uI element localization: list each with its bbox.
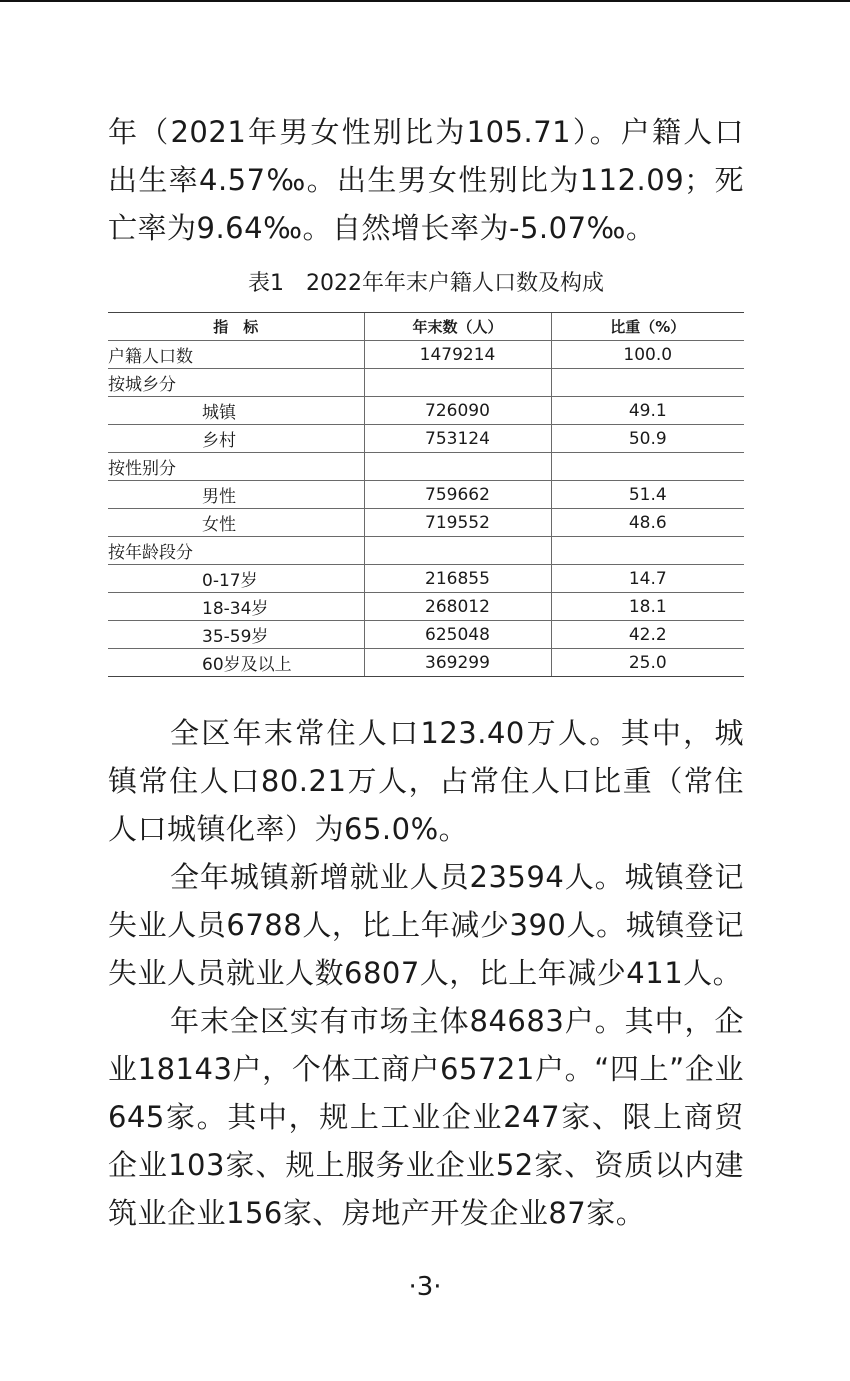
row-share: 51.4 (551, 481, 744, 509)
header-indicator: 指 标 (108, 313, 364, 341)
row-label: 按性别分 (108, 453, 364, 481)
row-label: 男性 (108, 481, 364, 509)
row-year-end-count: 726090 (364, 397, 551, 425)
row-label: 0-17岁 (108, 565, 364, 593)
row-year-end-count: 719552 (364, 509, 551, 537)
row-share: 14.7 (551, 565, 744, 593)
row-share (551, 537, 744, 565)
table-row (108, 509, 744, 537)
intro-paragraph-block (108, 108, 744, 252)
table-row (108, 341, 744, 369)
table-title: 表1 2022年年末户籍人口数及构成 (248, 271, 604, 296)
page-number: ·3· (408, 1272, 442, 1302)
intro-paragraph: 年（2021年男女性别比为105.71）。户籍人口出生率4.57‰。出生男女性别比为112.09；死亡率为9.64‰。自然增长率为-5.07‰。 (108, 115, 744, 245)
row-year-end-count: 1479214 (364, 341, 551, 369)
row-share (551, 453, 744, 481)
paragraph-resident-population: 全区年末常住人口123.40万人。其中，城镇常住人口80.21万人，占常住人口比重（常住人口城镇化率）为65.0%。 (108, 716, 744, 846)
row-share: 42.2 (551, 621, 744, 649)
row-share: 49.1 (551, 397, 744, 425)
table-row (108, 481, 744, 509)
body-paragraphs (108, 709, 744, 1237)
table-row (108, 369, 744, 397)
row-year-end-count: 759662 (364, 481, 551, 509)
header-year-end-count: 年末数（人） (364, 313, 551, 341)
row-share: 100.0 (551, 341, 744, 369)
row-label: 城镇 (108, 397, 364, 425)
table-header-row (108, 313, 744, 341)
row-share: 25.0 (551, 649, 744, 677)
top-border-line (0, 0, 850, 2)
table-row (108, 565, 744, 593)
row-year-end-count: 268012 (364, 593, 551, 621)
table-row (108, 453, 744, 481)
row-label: 户籍人口数 (108, 341, 364, 369)
row-label: 女性 (108, 509, 364, 537)
row-label: 乡村 (108, 425, 364, 453)
row-share: 48.6 (551, 509, 744, 537)
header-share: 比重（%） (551, 313, 744, 341)
paragraph-market-entities: 年末全区实有市场主体84683户。其中，企业18143户，个体工商户65721户。“四上”企业645家。其中，规上工业企业247家、限上商贸企业103家、规上服务业企业52家、资质以内建筑业企业156家、房地产开发企业87家。 (108, 1004, 744, 1230)
row-year-end-count: 216855 (364, 565, 551, 593)
row-year-end-count: 753124 (364, 425, 551, 453)
row-label: 35-59岁 (108, 621, 364, 649)
population-table (108, 312, 744, 677)
paragraph-employment: 全年城镇新增就业人员23594人。城镇登记失业人员6788人，比上年减少390人。城镇登记失业人员就业人数6807人，比上年减少411人。 (108, 860, 744, 990)
row-label: 按城乡分 (108, 369, 364, 397)
table-row (108, 537, 744, 565)
row-year-end-count: 625048 (364, 621, 551, 649)
row-year-end-count (364, 369, 551, 397)
row-year-end-count (364, 537, 551, 565)
table-row (108, 649, 744, 677)
row-label: 按年龄段分 (108, 537, 364, 565)
row-label: 18-34岁 (108, 593, 364, 621)
row-share: 18.1 (551, 593, 744, 621)
table-row (108, 621, 744, 649)
row-share (551, 369, 744, 397)
table-row (108, 425, 744, 453)
row-share: 50.9 (551, 425, 744, 453)
row-year-end-count: 369299 (364, 649, 551, 677)
row-label: 60岁及以上 (108, 649, 364, 677)
table-body (108, 341, 744, 677)
row-year-end-count (364, 453, 551, 481)
table-row (108, 593, 744, 621)
table-row (108, 397, 744, 425)
